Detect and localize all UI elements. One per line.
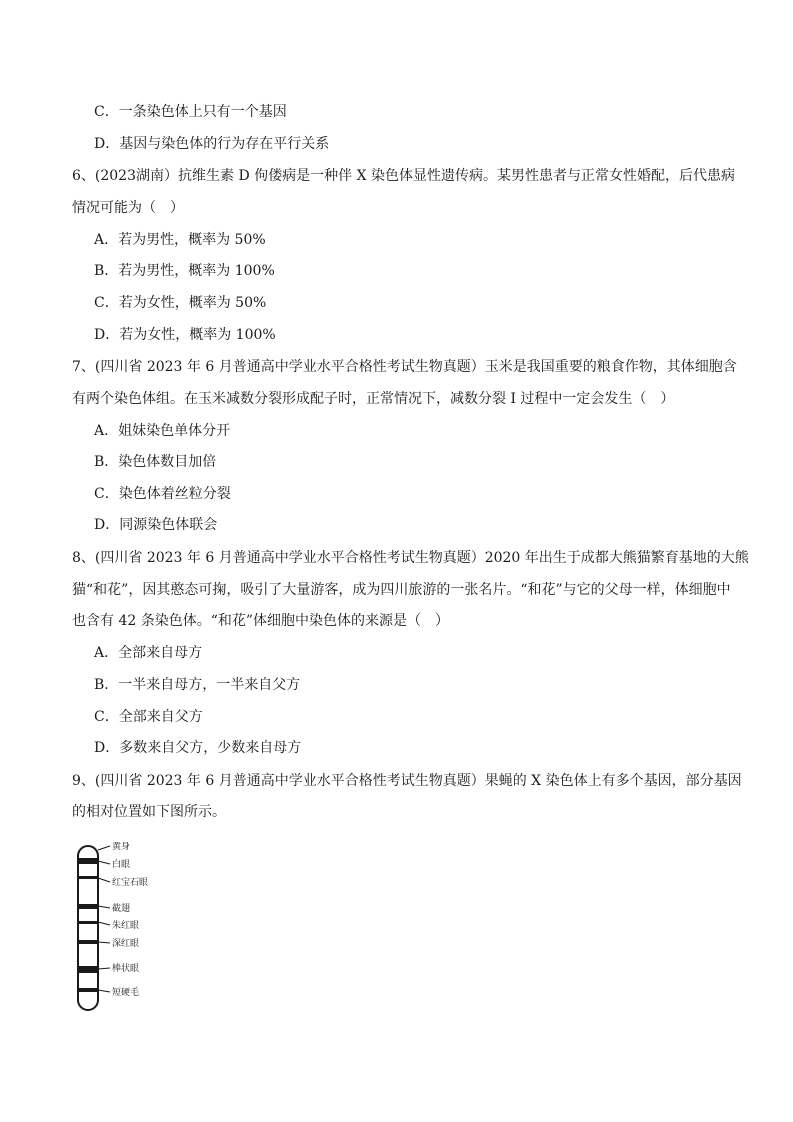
q9-stem-line2: 的相对位置如下图所示。 [72,804,226,820]
q8-option-a: A．全部来自母方 [94,645,203,661]
x-chromosome-diagram [70,842,210,1014]
q7-option-b: B．染色体数目加倍 [94,454,217,470]
chromosome-outline [78,846,98,1010]
gene-label-bar-eye: 棒状眼 [112,964,140,974]
q6-stem-line2: 情况可能为（ ） [72,200,184,216]
gene-label-garnet-eye: 深红眼 [112,939,140,949]
gene-band [79,921,97,924]
q5-option-c: C．一条染色体上只有一个基因 [94,104,287,120]
q7-option-a: A．姐妹染色单体分开 [94,423,231,439]
q6-option-d: D．若为女性，概率为 100% [94,327,276,343]
gene-band [79,858,97,864]
q8-option-d: D．多数来自父方，少数来自母方 [94,740,302,756]
q6-option-a: A．若为男性，概率为 50% [94,232,266,248]
q8-stem-line3: 也含有 42 条染色体。“和花”体细胞中染色体的来源是（ ） [72,613,450,629]
gene-band [79,940,97,944]
q9-stem-line1: 9、(四川省 2023 年 6 月普通高中学业水平合格性考试生物真题）果蝇的 X 染色体上有多个基因，部分基因 [72,773,742,789]
q8-option-b: B．一半来自母方，一半来自父方 [94,677,301,693]
q6-option-c: C．若为女性，概率为 50% [94,295,267,311]
q7-stem-line1: 7、(四川省 2023 年 6 月普通高中学业水平合格性考试生物真题）玉米是我国重要的粮食作物，其体细胞含 [72,359,737,375]
gene-label-cut-wing: 截翅 [112,904,131,914]
gene-label-vermilion-eye: 朱红眼 [112,921,140,931]
gene-band [79,988,97,992]
gene-band [79,904,97,909]
gene-band [79,966,97,973]
gene-label-white-eye: 白眼 [112,860,131,870]
q8-stem-line1: 8、(四川省 2023 年 6 月普通高中学业水平合格性考试生物真题）2020 年出生于成都大熊猫繁育基地的大熊 [72,550,749,566]
q6-stem-line1: 6、(2023湖南）抗维生素 D 佝偻病是一种伴 X 染色体显性遗传病。某男性患者与正常女性婚配，后代患病 [72,168,735,184]
q5-option-d: D．基因与染色体的行为存在平行关系 [94,136,330,152]
q8-stem-line2: 猫“和花”，因其憨态可掬，吸引了大量游客，成为四川旅游的一张名片。“和花”与它的父母一样，体细胞中 [72,582,731,598]
q7-option-d: D．同源染色体联会 [94,517,218,533]
gene-band [79,876,97,879]
gene-label-ruby-eye: 红宝石眼 [112,878,149,888]
gene-label-yellow-body: 黄身 [112,842,131,852]
gene-label-bristle: 短硬毛 [112,988,140,998]
q7-option-c: C．染色体着丝粒分裂 [94,486,231,502]
q7-stem-line2: 有两个染色体组。在玉米减数分裂形成配子时，正常情况下，减数分裂 I 过程中一定会发生（ ） [72,391,675,407]
q8-option-c: C．全部来自父方 [94,709,203,725]
q6-option-b: B．若为男性，概率为 100% [94,263,275,279]
